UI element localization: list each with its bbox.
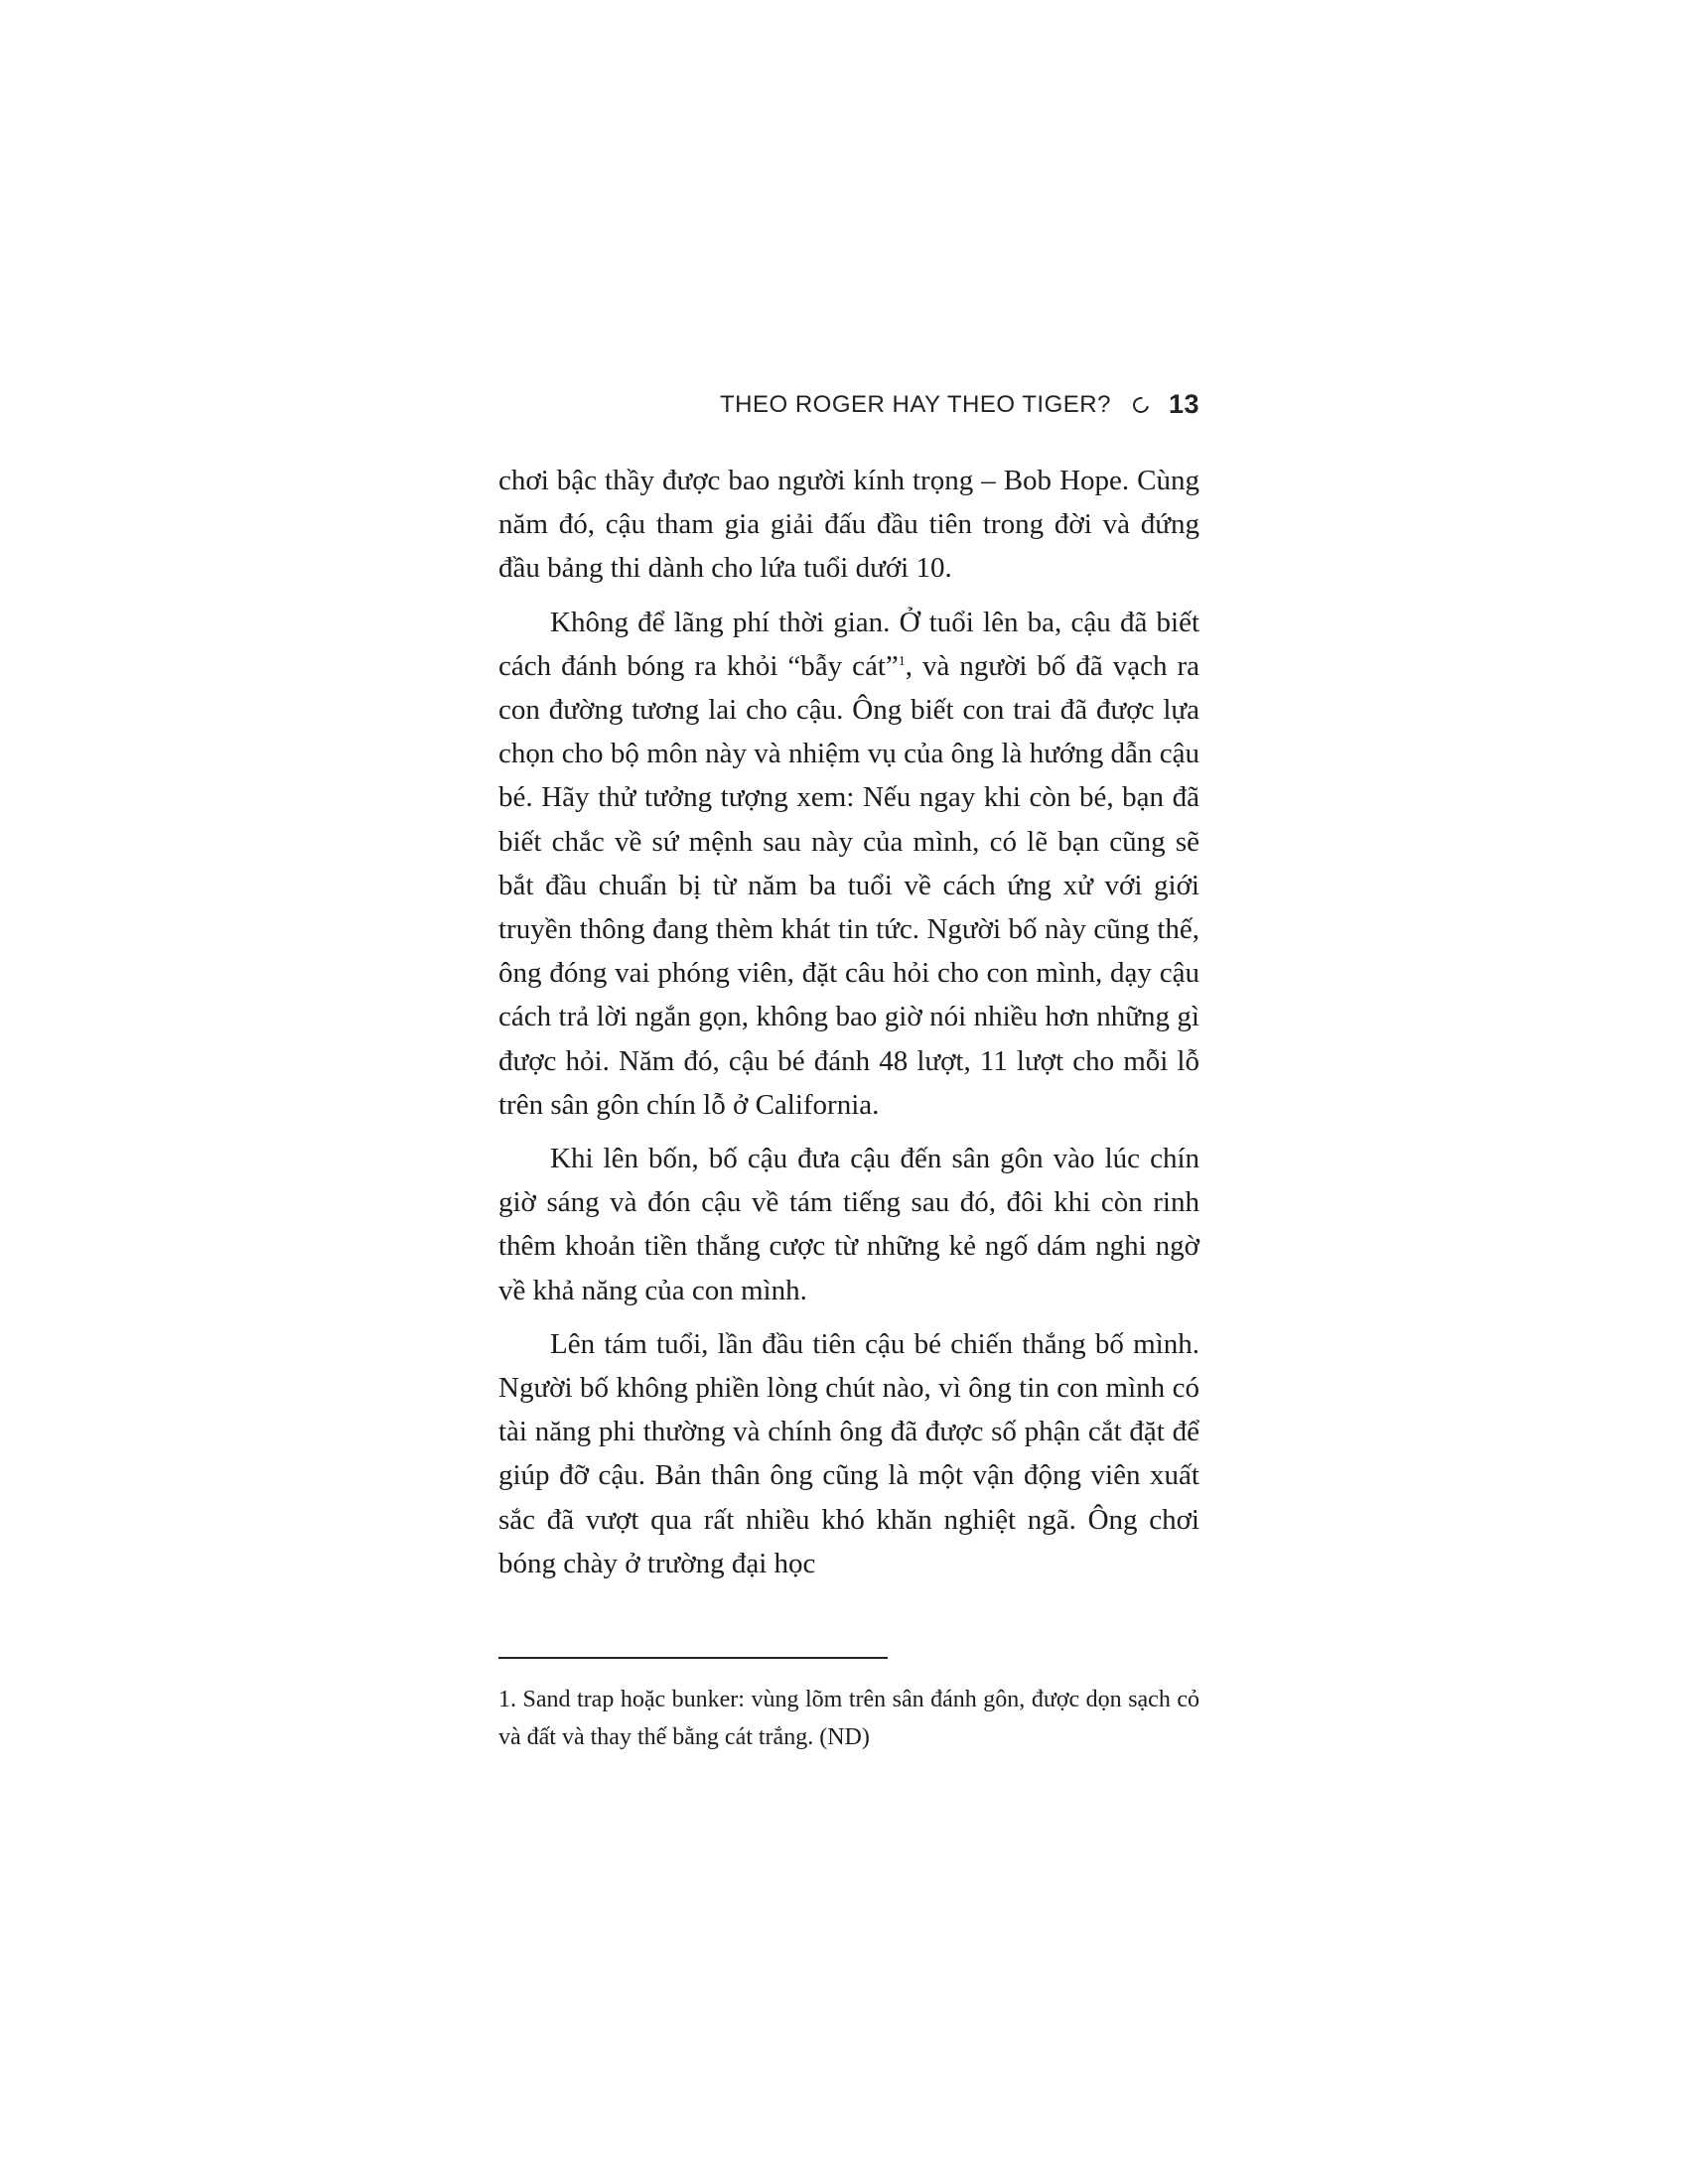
- running-title: THEO ROGER HAY THEO TIGER?: [719, 390, 1111, 418]
- footnote: 1. Sand trap hoặc bunker: vùng lõm trên sân đánh gôn, được dọn sạch cỏ và đất và thay thế bằng cát trắng. (ND): [498, 1687, 1199, 1750]
- footnote-divider: [498, 1657, 888, 1659]
- paragraph-2-before-note: Không để lãng phí thời gian. Ở tuổi lên ba, cậu đã biết cách đánh bóng ra khỏi “bẫy cát”: [498, 606, 1199, 682]
- paragraph-1: chơi bậc thầy được bao người kính trọng – Bob Hope. Cùng năm đó, cậu tham gia giải đấu đầu tiên trong đời và đứng đầu bảng thi dành cho lứa tuổi dưới 10.: [498, 465, 1199, 585]
- running-header: [496, 389, 1199, 420]
- body-text: [498, 459, 1199, 1595]
- footnote-marker: 1: [898, 653, 906, 669]
- paragraph-2: [498, 601, 1199, 1127]
- paragraph-4: Lên tám tuổi, lần đầu tiên cậu bé chiến thắng bố mình. Người bố không phiền lòng chút nào, vì ông tin con mình có tài năng phi thường và chính ông đã được số phận cắt đặt để giúp đỡ cậu. Bản thân ông cũng là một vận động viên xuất sắc đã vượt qua rất nhiều khó khăn nghiệt ngã. Ông chơi bóng chày ở trường đại học: [498, 1327, 1199, 1579]
- paragraph-2-after-note: , và người bố đã vạch ra con đường tương lai cho cậu. Ông biết con trai đã được lựa chọn cho bộ môn này và nhiệm vụ của ông là hướng dẫn cậu bé. Hãy thử tưởng tượng xem: Nếu ngay khi còn bé, bạn đã biết chắc về sứ mệnh sau này của mình, có lẽ bạn cũng sẽ bắt đầu chuẩn bị từ năm ba tuổi về cách ứng xử với giới truyền thông đang thèm khát tin tức. Người bố này cũng thế, ông đóng vai phóng viên, đặt câu hỏi cho con mình, dạy cậu cách trả lời ngắn gọn, không bao giờ nói nhiều hơn những gì được hỏi. Năm đó, cậu bé đánh 48 lượt, 11 lượt cho mỗi lỗ trên sân gôn chín lỗ ở California.: [498, 649, 1199, 1121]
- circle-ornament-icon: [1130, 393, 1152, 415]
- page-number: 13: [1168, 389, 1199, 419]
- paragraph-3: Khi lên bốn, bố cậu đưa cậu đến sân gôn vào lúc chín giờ sáng và đón cậu về tám tiếng sau đó, đôi khi còn rinh thêm khoản tiền thắng cược từ những kẻ ngố dám nghi ngờ về khả năng của con mình.: [498, 1143, 1199, 1306]
